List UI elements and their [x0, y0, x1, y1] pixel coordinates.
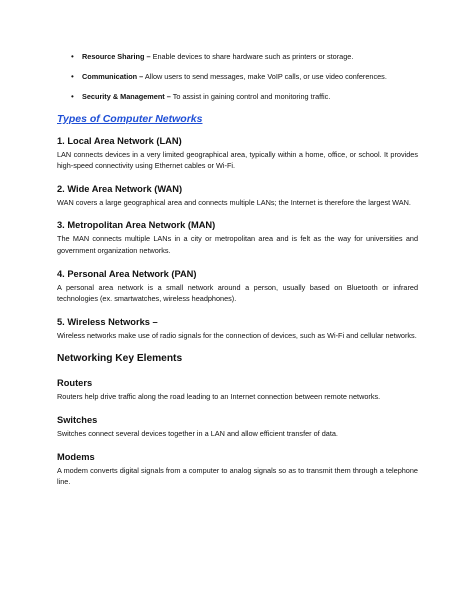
paragraph-pan: A personal area network is a small network around a person, usually based on Bluetooth or infrared technologies (ex. smartwatches, wireless headphones). [57, 282, 418, 304]
heading-modems: Modems [57, 451, 95, 462]
paragraph-modems: A modem converts digital signals from a computer to analog signals so as to transmit them through a telephone line. [57, 465, 418, 487]
list-item-text: Enable devices to share hardware such as printers or storage. [150, 52, 354, 61]
list-item [71, 52, 418, 62]
heading-key-elements: Networking Key Elements [57, 353, 183, 365]
list-item-term: Communication – [82, 72, 144, 82]
heading-wan: 2. Wide Area Network (WAN) [57, 183, 183, 194]
heading-switches: Switches [57, 414, 98, 425]
heading-man: 3. Metropolitan Area Network (MAN) [57, 220, 216, 231]
list-item-text: To assist in gaining control and monitoring traffic. [170, 92, 331, 102]
paragraph-switches: Switches connect several devices together in a LAN and allow efficient transfer of data. [57, 428, 338, 438]
list-item-term: Resource Sharing – [82, 52, 151, 61]
paragraph-man: The MAN connects multiple LANs in a city or metropolitan area and is felt as the way for universities and government organization networks. [57, 234, 418, 255]
list-item-text: Allow users to send messages, make VoIP calls, or use video conferences. [143, 72, 387, 82]
heading-wireless: 5. Wireless Networks – [57, 316, 158, 327]
list-item [71, 72, 418, 82]
benefits-list [57, 52, 418, 102]
paragraph-routers: Routers help drive traffic along the road leading to an Internet connection between remote networks. [57, 392, 381, 402]
paragraph-wan: WAN covers a large geographical area and connects multiple LANs; the Internet is therefore the largest WAN. [57, 197, 411, 207]
heading-routers: Routers [57, 378, 93, 389]
section-title-network-types: Types of Computer Networks [57, 112, 203, 125]
list-item [71, 92, 418, 102]
list-item-term: Security & Management – [82, 92, 171, 102]
heading-pan: 4. Personal Area Network (PAN) [57, 268, 197, 279]
paragraph-wireless: Wireless networks make use of radio signals for the connection of devices, such as Wi-Fi and cellular networks. [57, 330, 417, 340]
heading-lan: 1. Local Area Network (LAN) [57, 135, 182, 146]
paragraph-lan: LAN connects devices in a very limited geographical area, typically within a home, office, or school. It provides high-speed connectivity using Ethernet cables or Wi-Fi. [57, 149, 418, 171]
